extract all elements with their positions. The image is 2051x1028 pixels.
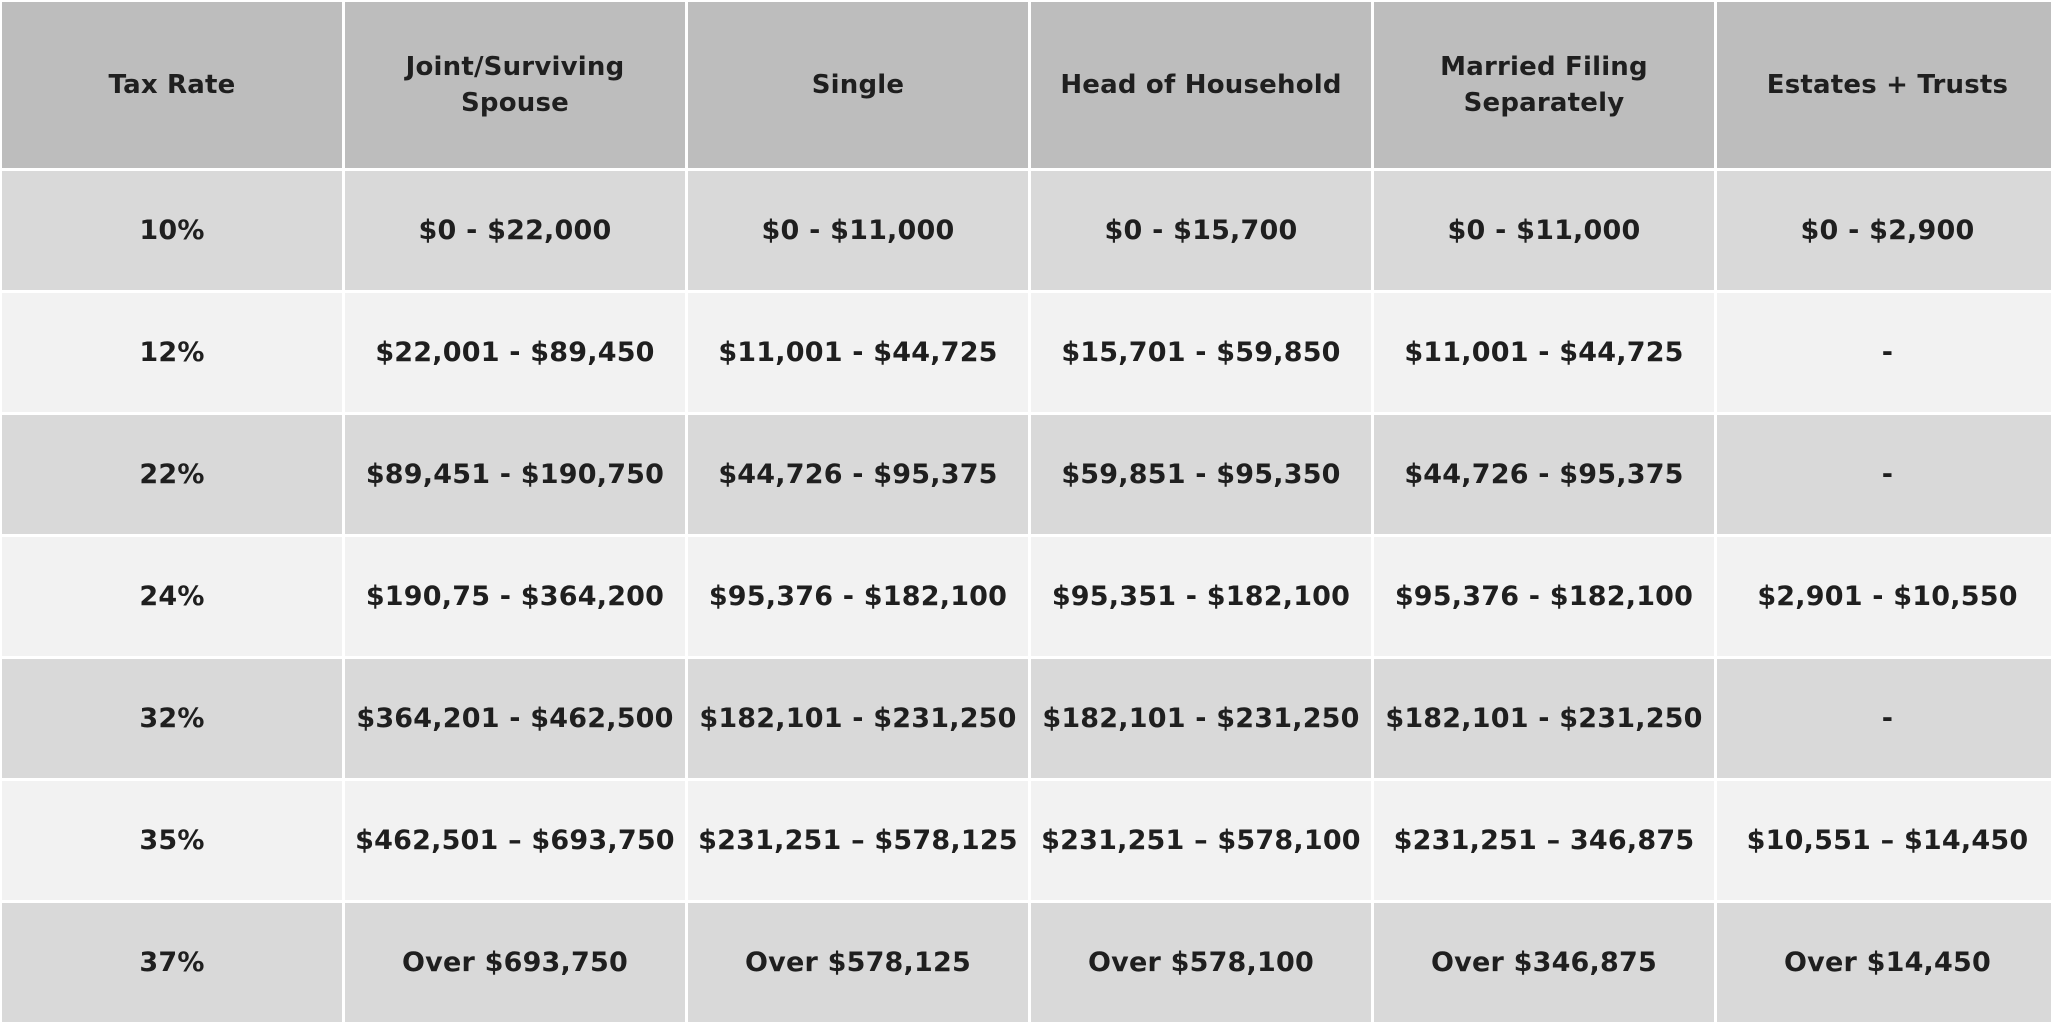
cell-tax-rate: 12% — [2, 293, 342, 412]
cell-joint: $364,201 - $462,500 — [345, 659, 685, 778]
table-row — [2, 293, 2051, 412]
table-row — [2, 171, 2051, 290]
cell-tax-rate: 32% — [2, 659, 342, 778]
cell-single: $95,376 - $182,100 — [688, 537, 1028, 656]
header-joint-surviving-spouse — [345, 2, 685, 168]
cell-joint: $190,75 - $364,200 — [345, 537, 685, 656]
cell-estates-trusts: $0 - $2,900 — [1717, 171, 2051, 290]
table-row — [2, 903, 2051, 1022]
table-row — [2, 415, 2051, 534]
cell-joint: Over $693,750 — [345, 903, 685, 1022]
cell-estates-trusts: $2,901 - $10,550 — [1717, 537, 2051, 656]
cell-married-separately: $0 - $11,000 — [1374, 171, 1714, 290]
table-header-row — [2, 2, 2051, 168]
header-head-of-household: Head of Household — [1031, 2, 1371, 168]
table-row — [2, 537, 2051, 656]
cell-tax-rate: 22% — [2, 415, 342, 534]
cell-tax-rate: 24% — [2, 537, 342, 656]
cell-estates-trusts: - — [1717, 659, 2051, 778]
cell-head-of-household: $231,251 – $578,100 — [1031, 781, 1371, 900]
cell-joint: $462,501 – $693,750 — [345, 781, 685, 900]
cell-head-of-household: $59,851 - $95,350 — [1031, 415, 1371, 534]
cell-head-of-household: $15,701 - $59,850 — [1031, 293, 1371, 412]
cell-married-separately: $182,101 - $231,250 — [1374, 659, 1714, 778]
cell-married-separately: $11,001 - $44,725 — [1374, 293, 1714, 412]
cell-single: $0 - $11,000 — [688, 171, 1028, 290]
cell-estates-trusts: $10,551 – $14,450 — [1717, 781, 2051, 900]
cell-single: $231,251 – $578,125 — [688, 781, 1028, 900]
cell-joint: $0 - $22,000 — [345, 171, 685, 290]
cell-estates-trusts: - — [1717, 293, 2051, 412]
table-row — [2, 659, 2051, 778]
cell-tax-rate: 10% — [2, 171, 342, 290]
header-married-filing-separately-label: Married Filing Separately — [1440, 52, 1648, 118]
header-tax-rate: Tax Rate — [2, 2, 342, 168]
header-single: Single — [688, 2, 1028, 168]
cell-single: $182,101 - $231,250 — [688, 659, 1028, 778]
cell-single: Over $578,125 — [688, 903, 1028, 1022]
cell-head-of-household: $95,351 - $182,100 — [1031, 537, 1371, 656]
header-married-filing-separately — [1374, 2, 1714, 168]
cell-head-of-household: $0 - $15,700 — [1031, 171, 1371, 290]
header-estates-trusts: Estates + Trusts — [1717, 2, 2051, 168]
cell-single: $11,001 - $44,725 — [688, 293, 1028, 412]
cell-married-separately: $44,726 - $95,375 — [1374, 415, 1714, 534]
cell-single: $44,726 - $95,375 — [688, 415, 1028, 534]
cell-head-of-household: Over $578,100 — [1031, 903, 1371, 1022]
cell-estates-trusts: Over $14,450 — [1717, 903, 2051, 1022]
cell-tax-rate: 35% — [2, 781, 342, 900]
table-body — [2, 171, 2051, 1022]
cell-married-separately: Over $346,875 — [1374, 903, 1714, 1022]
tax-bracket-table-wrapper — [2, 2, 2049, 1022]
cell-estates-trusts: - — [1717, 415, 2051, 534]
cell-head-of-household: $182,101 - $231,250 — [1031, 659, 1371, 778]
cell-tax-rate: 37% — [2, 903, 342, 1022]
table-row — [2, 781, 2051, 900]
cell-joint: $22,001 - $89,450 — [345, 293, 685, 412]
cell-married-separately: $231,251 – 346,875 — [1374, 781, 1714, 900]
header-joint-surviving-spouse-label: Joint/Surviving Spouse — [405, 52, 625, 118]
cell-married-separately: $95,376 - $182,100 — [1374, 537, 1714, 656]
cell-joint: $89,451 - $190,750 — [345, 415, 685, 534]
